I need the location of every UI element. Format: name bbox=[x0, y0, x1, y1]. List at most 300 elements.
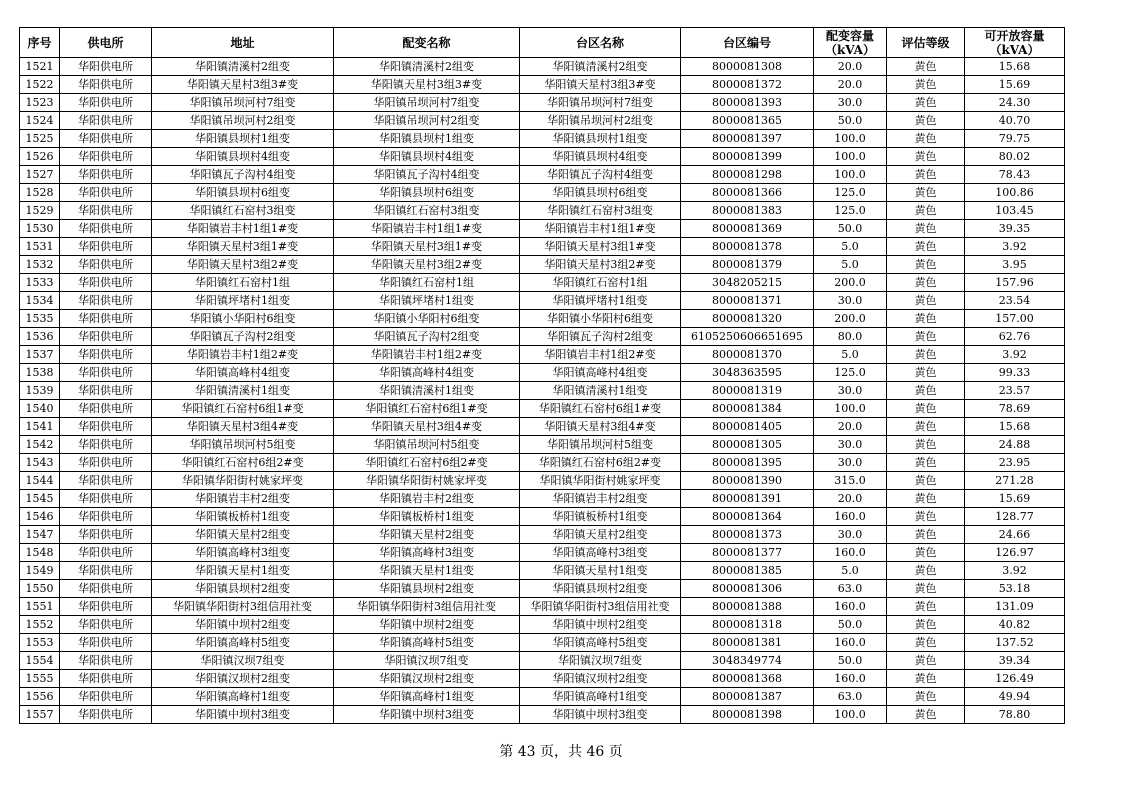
cell-open-capacity: 126.49 bbox=[965, 670, 1065, 688]
cell-index: 1532 bbox=[20, 256, 60, 274]
cell-address: 华阳镇华阳街村姚家坪变 bbox=[152, 472, 334, 490]
cell-rating: 黄色 bbox=[887, 382, 965, 400]
cell-area-name: 华阳镇清溪村2组变 bbox=[520, 58, 681, 76]
cell-open-capacity: 100.86 bbox=[965, 184, 1065, 202]
cell-area-name: 华阳镇中坝村2组变 bbox=[520, 616, 681, 634]
cell-address: 华阳镇板桥村1组变 bbox=[152, 508, 334, 526]
cell-transformer-name: 华阳镇高峰村5组变 bbox=[334, 634, 520, 652]
table-row bbox=[20, 292, 1065, 310]
cell-area-name: 华阳镇吊坝河村7组变 bbox=[520, 94, 681, 112]
cell-capacity: 50.0 bbox=[814, 220, 887, 238]
cell-rating: 黄色 bbox=[887, 256, 965, 274]
cell-transformer-name: 华阳镇天星村3组1#变 bbox=[334, 238, 520, 256]
cell-area-code: 8000081384 bbox=[681, 400, 814, 418]
table-row bbox=[20, 562, 1065, 580]
cell-rating: 黄色 bbox=[887, 634, 965, 652]
col-header-open-capacity: 可开放容量 （kVA） bbox=[965, 28, 1065, 58]
col-header-capacity: 配变容量 （kVA） bbox=[814, 28, 887, 58]
cell-transformer-name: 华阳镇县坝村4组变 bbox=[334, 148, 520, 166]
cell-station: 华阳供电所 bbox=[60, 184, 152, 202]
cell-capacity: 100.0 bbox=[814, 148, 887, 166]
cell-transformer-name: 华阳镇清溪村2组变 bbox=[334, 58, 520, 76]
cell-transformer-name: 华阳镇红石窑村6组2#变 bbox=[334, 454, 520, 472]
cell-station: 华阳供电所 bbox=[60, 382, 152, 400]
cell-area-code: 8000081383 bbox=[681, 202, 814, 220]
cell-area-code: 8000081368 bbox=[681, 670, 814, 688]
cell-address: 华阳镇瓦子沟村4组变 bbox=[152, 166, 334, 184]
cell-open-capacity: 15.69 bbox=[965, 76, 1065, 94]
cell-open-capacity: 80.02 bbox=[965, 148, 1065, 166]
cell-area-code: 6105250606651695 bbox=[681, 328, 814, 346]
cell-capacity: 100.0 bbox=[814, 706, 887, 724]
cell-station: 华阳供电所 bbox=[60, 328, 152, 346]
cell-station: 华阳供电所 bbox=[60, 238, 152, 256]
cell-index: 1534 bbox=[20, 292, 60, 310]
cell-station: 华阳供电所 bbox=[60, 346, 152, 364]
cell-capacity: 100.0 bbox=[814, 400, 887, 418]
cell-rating: 黄色 bbox=[887, 238, 965, 256]
cell-index: 1544 bbox=[20, 472, 60, 490]
cell-open-capacity: 39.35 bbox=[965, 220, 1065, 238]
cell-station: 华阳供电所 bbox=[60, 526, 152, 544]
cell-address: 华阳镇县坝村6组变 bbox=[152, 184, 334, 202]
cell-open-capacity: 128.77 bbox=[965, 508, 1065, 526]
table-row bbox=[20, 364, 1065, 382]
table-row bbox=[20, 616, 1065, 634]
cell-address: 华阳镇吊坝河村2组变 bbox=[152, 112, 334, 130]
cell-address: 华阳镇吊坝河村5组变 bbox=[152, 436, 334, 454]
cell-address: 华阳镇岩丰村1组1#变 bbox=[152, 220, 334, 238]
cell-rating: 黄色 bbox=[887, 454, 965, 472]
cell-rating: 黄色 bbox=[887, 562, 965, 580]
table-row bbox=[20, 580, 1065, 598]
cell-area-code: 8000081373 bbox=[681, 526, 814, 544]
cell-address: 华阳镇天星村2组变 bbox=[152, 526, 334, 544]
cell-capacity: 30.0 bbox=[814, 454, 887, 472]
cell-area-code: 8000081377 bbox=[681, 544, 814, 562]
cell-address: 华阳镇高峰村1组变 bbox=[152, 688, 334, 706]
cell-area-name: 华阳镇瓦子沟村4组变 bbox=[520, 166, 681, 184]
cell-address: 华阳镇高峰村4组变 bbox=[152, 364, 334, 382]
header-row bbox=[20, 28, 1065, 58]
cell-station: 华阳供电所 bbox=[60, 616, 152, 634]
cell-open-capacity: 78.69 bbox=[965, 400, 1065, 418]
cell-address: 华阳镇天星村3组3#变 bbox=[152, 76, 334, 94]
cell-index: 1556 bbox=[20, 688, 60, 706]
cell-transformer-name: 华阳镇板桥村1组变 bbox=[334, 508, 520, 526]
cell-area-name: 华阳镇高峰村4组变 bbox=[520, 364, 681, 382]
cell-index: 1535 bbox=[20, 310, 60, 328]
cell-address: 华阳镇中坝村3组变 bbox=[152, 706, 334, 724]
cell-capacity: 80.0 bbox=[814, 328, 887, 346]
cell-area-code: 8000081405 bbox=[681, 418, 814, 436]
cell-area-code: 8000081379 bbox=[681, 256, 814, 274]
table-row bbox=[20, 544, 1065, 562]
cell-address: 华阳镇县坝村4组变 bbox=[152, 148, 334, 166]
cell-open-capacity: 131.09 bbox=[965, 598, 1065, 616]
cell-open-capacity: 53.18 bbox=[965, 580, 1065, 598]
cell-capacity: 160.0 bbox=[814, 544, 887, 562]
cell-index: 1549 bbox=[20, 562, 60, 580]
cell-capacity: 20.0 bbox=[814, 76, 887, 94]
cell-rating: 黄色 bbox=[887, 652, 965, 670]
table-row bbox=[20, 436, 1065, 454]
table-row bbox=[20, 58, 1065, 76]
cell-capacity: 315.0 bbox=[814, 472, 887, 490]
cell-station: 华阳供电所 bbox=[60, 292, 152, 310]
cell-rating: 黄色 bbox=[887, 688, 965, 706]
cell-capacity: 5.0 bbox=[814, 562, 887, 580]
table-row bbox=[20, 130, 1065, 148]
cell-station: 华阳供电所 bbox=[60, 166, 152, 184]
cell-rating: 黄色 bbox=[887, 364, 965, 382]
cell-rating: 黄色 bbox=[887, 544, 965, 562]
cell-area-name: 华阳镇天星村3组3#变 bbox=[520, 76, 681, 94]
cell-index: 1543 bbox=[20, 454, 60, 472]
cell-transformer-name: 华阳镇天星村3组4#变 bbox=[334, 418, 520, 436]
cell-capacity: 63.0 bbox=[814, 580, 887, 598]
cell-index: 1521 bbox=[20, 58, 60, 76]
cell-index: 1551 bbox=[20, 598, 60, 616]
cell-address: 华阳镇县坝村2组变 bbox=[152, 580, 334, 598]
cell-index: 1525 bbox=[20, 130, 60, 148]
cell-rating: 黄色 bbox=[887, 76, 965, 94]
cell-area-code: 8000081366 bbox=[681, 184, 814, 202]
cell-capacity: 50.0 bbox=[814, 616, 887, 634]
cell-open-capacity: 40.70 bbox=[965, 112, 1065, 130]
cell-address: 华阳镇红石窑村6组1#变 bbox=[152, 400, 334, 418]
cell-index: 1557 bbox=[20, 706, 60, 724]
cell-capacity: 63.0 bbox=[814, 688, 887, 706]
cell-rating: 黄色 bbox=[887, 598, 965, 616]
cell-index: 1527 bbox=[20, 166, 60, 184]
cell-open-capacity: 24.88 bbox=[965, 436, 1065, 454]
cell-capacity: 5.0 bbox=[814, 346, 887, 364]
table-row bbox=[20, 76, 1065, 94]
cell-index: 1545 bbox=[20, 490, 60, 508]
cell-station: 华阳供电所 bbox=[60, 202, 152, 220]
cell-area-name: 华阳镇华阳街村3组信用社变 bbox=[520, 598, 681, 616]
cell-open-capacity: 79.75 bbox=[965, 130, 1065, 148]
cell-transformer-name: 华阳镇坪堵村1组变 bbox=[334, 292, 520, 310]
cell-station: 华阳供电所 bbox=[60, 130, 152, 148]
cell-capacity: 100.0 bbox=[814, 166, 887, 184]
table-row bbox=[20, 310, 1065, 328]
cell-capacity: 160.0 bbox=[814, 670, 887, 688]
cell-transformer-name: 华阳镇岩丰村2组变 bbox=[334, 490, 520, 508]
cell-station: 华阳供电所 bbox=[60, 670, 152, 688]
cell-area-name: 华阳镇县坝村1组变 bbox=[520, 130, 681, 148]
cell-address: 华阳镇红石窑村1组 bbox=[152, 274, 334, 292]
cell-area-name: 华阳镇天星村2组变 bbox=[520, 526, 681, 544]
cell-area-code: 8000081390 bbox=[681, 472, 814, 490]
col-header-address: 地址 bbox=[152, 28, 334, 58]
table-row bbox=[20, 184, 1065, 202]
table-row bbox=[20, 400, 1065, 418]
cell-capacity: 30.0 bbox=[814, 292, 887, 310]
cell-area-name: 华阳镇吊坝河村2组变 bbox=[520, 112, 681, 130]
cell-open-capacity: 23.54 bbox=[965, 292, 1065, 310]
cell-address: 华阳镇清溪村2组变 bbox=[152, 58, 334, 76]
cell-address: 华阳镇高峰村5组变 bbox=[152, 634, 334, 652]
table-row bbox=[20, 598, 1065, 616]
cell-open-capacity: 24.30 bbox=[965, 94, 1065, 112]
cell-capacity: 160.0 bbox=[814, 508, 887, 526]
cell-area-code: 8000081305 bbox=[681, 436, 814, 454]
cell-open-capacity: 157.96 bbox=[965, 274, 1065, 292]
table-row bbox=[20, 274, 1065, 292]
cell-address: 华阳镇华阳街村3组信用社变 bbox=[152, 598, 334, 616]
cell-station: 华阳供电所 bbox=[60, 364, 152, 382]
cell-capacity: 50.0 bbox=[814, 112, 887, 130]
cell-station: 华阳供电所 bbox=[60, 652, 152, 670]
cell-station: 华阳供电所 bbox=[60, 562, 152, 580]
table-row bbox=[20, 688, 1065, 706]
table-row bbox=[20, 220, 1065, 238]
cell-station: 华阳供电所 bbox=[60, 544, 152, 562]
cell-capacity: 20.0 bbox=[814, 490, 887, 508]
cell-open-capacity: 15.69 bbox=[965, 490, 1065, 508]
cell-address: 华阳镇红石窑村6组2#变 bbox=[152, 454, 334, 472]
col-header-rating: 评估等级 bbox=[887, 28, 965, 58]
cell-area-name: 华阳镇县坝村4组变 bbox=[520, 148, 681, 166]
cell-rating: 黄色 bbox=[887, 436, 965, 454]
cell-station: 华阳供电所 bbox=[60, 706, 152, 724]
cell-rating: 黄色 bbox=[887, 58, 965, 76]
cell-rating: 黄色 bbox=[887, 616, 965, 634]
cell-capacity: 160.0 bbox=[814, 598, 887, 616]
cell-transformer-name: 华阳镇华阳街村3组信用社变 bbox=[334, 598, 520, 616]
table-row bbox=[20, 166, 1065, 184]
cell-area-code: 8000081319 bbox=[681, 382, 814, 400]
table-body bbox=[20, 58, 1065, 724]
cell-rating: 黄色 bbox=[887, 508, 965, 526]
cell-area-code: 8000081318 bbox=[681, 616, 814, 634]
cell-area-code: 8000081385 bbox=[681, 562, 814, 580]
cell-open-capacity: 137.52 bbox=[965, 634, 1065, 652]
cell-address: 华阳镇天星村3组4#变 bbox=[152, 418, 334, 436]
table-row bbox=[20, 472, 1065, 490]
cell-index: 1523 bbox=[20, 94, 60, 112]
cell-rating: 黄色 bbox=[887, 400, 965, 418]
cell-area-name: 华阳镇中坝村3组变 bbox=[520, 706, 681, 724]
cell-transformer-name: 华阳镇瓦子沟村4组变 bbox=[334, 166, 520, 184]
cell-area-code: 8000081395 bbox=[681, 454, 814, 472]
cell-area-code: 8000081306 bbox=[681, 580, 814, 598]
cell-area-code: 8000081397 bbox=[681, 130, 814, 148]
cell-index: 1555 bbox=[20, 670, 60, 688]
table-row bbox=[20, 148, 1065, 166]
cell-index: 1547 bbox=[20, 526, 60, 544]
cell-address: 华阳镇汉坝7组变 bbox=[152, 652, 334, 670]
cell-area-code: 8000081393 bbox=[681, 94, 814, 112]
cell-capacity: 30.0 bbox=[814, 382, 887, 400]
cell-rating: 黄色 bbox=[887, 580, 965, 598]
cell-area-code: 8000081364 bbox=[681, 508, 814, 526]
cell-open-capacity: 40.82 bbox=[965, 616, 1065, 634]
cell-area-name: 华阳镇红石窑村3组变 bbox=[520, 202, 681, 220]
cell-address: 华阳镇天星村3组2#变 bbox=[152, 256, 334, 274]
table-row bbox=[20, 238, 1065, 256]
cell-area-code: 8000081308 bbox=[681, 58, 814, 76]
cell-address: 华阳镇瓦子沟村2组变 bbox=[152, 328, 334, 346]
cell-area-code: 8000081398 bbox=[681, 706, 814, 724]
cell-index: 1529 bbox=[20, 202, 60, 220]
cell-area-name: 华阳镇天星村1组变 bbox=[520, 562, 681, 580]
cell-address: 华阳镇岩丰村2组变 bbox=[152, 490, 334, 508]
cell-open-capacity: 126.97 bbox=[965, 544, 1065, 562]
cell-area-code: 8000081298 bbox=[681, 166, 814, 184]
cell-area-code: 8000081388 bbox=[681, 598, 814, 616]
cell-station: 华阳供电所 bbox=[60, 400, 152, 418]
table-row bbox=[20, 508, 1065, 526]
cell-capacity: 100.0 bbox=[814, 130, 887, 148]
cell-area-name: 华阳镇高峰村1组变 bbox=[520, 688, 681, 706]
cell-area-code: 3048363595 bbox=[681, 364, 814, 382]
table-row bbox=[20, 202, 1065, 220]
cell-rating: 黄色 bbox=[887, 148, 965, 166]
table-row bbox=[20, 652, 1065, 670]
cell-area-name: 华阳镇天星村3组2#变 bbox=[520, 256, 681, 274]
cell-area-name: 华阳镇县坝村6组变 bbox=[520, 184, 681, 202]
cell-capacity: 50.0 bbox=[814, 652, 887, 670]
cell-area-code: 3048205215 bbox=[681, 274, 814, 292]
cell-rating: 黄色 bbox=[887, 202, 965, 220]
cell-open-capacity: 15.68 bbox=[965, 418, 1065, 436]
table-row bbox=[20, 328, 1065, 346]
cell-index: 1548 bbox=[20, 544, 60, 562]
cell-index: 1554 bbox=[20, 652, 60, 670]
cell-capacity: 20.0 bbox=[814, 58, 887, 76]
cell-area-name: 华阳镇清溪村1组变 bbox=[520, 382, 681, 400]
cell-index: 1528 bbox=[20, 184, 60, 202]
cell-open-capacity: 78.43 bbox=[965, 166, 1065, 184]
cell-transformer-name: 华阳镇岩丰村1组1#变 bbox=[334, 220, 520, 238]
cell-address: 华阳镇红石窑村3组变 bbox=[152, 202, 334, 220]
table-row bbox=[20, 112, 1065, 130]
cell-capacity: 30.0 bbox=[814, 436, 887, 454]
cell-capacity: 200.0 bbox=[814, 274, 887, 292]
cell-capacity: 160.0 bbox=[814, 634, 887, 652]
cell-open-capacity: 62.76 bbox=[965, 328, 1065, 346]
cell-rating: 黄色 bbox=[887, 490, 965, 508]
cell-open-capacity: 3.92 bbox=[965, 562, 1065, 580]
cell-transformer-name: 华阳镇县坝村1组变 bbox=[334, 130, 520, 148]
cell-station: 华阳供电所 bbox=[60, 220, 152, 238]
table-row bbox=[20, 346, 1065, 364]
page-footer: 第 43 页，共 46 页 bbox=[499, 744, 623, 760]
cell-area-name: 华阳镇汉坝7组变 bbox=[520, 652, 681, 670]
cell-transformer-name: 华阳镇天星村2组变 bbox=[334, 526, 520, 544]
cell-area-name: 华阳镇天星村3组4#变 bbox=[520, 418, 681, 436]
cell-area-name: 华阳镇岩丰村1组2#变 bbox=[520, 346, 681, 364]
table-row bbox=[20, 256, 1065, 274]
table-row bbox=[20, 454, 1065, 472]
cell-transformer-name: 华阳镇红石窑村1组 bbox=[334, 274, 520, 292]
cell-station: 华阳供电所 bbox=[60, 58, 152, 76]
table-row bbox=[20, 418, 1065, 436]
cell-open-capacity: 3.92 bbox=[965, 346, 1065, 364]
cell-transformer-name: 华阳镇小华阳村6组变 bbox=[334, 310, 520, 328]
cell-rating: 黄色 bbox=[887, 130, 965, 148]
cell-index: 1524 bbox=[20, 112, 60, 130]
table-row bbox=[20, 670, 1065, 688]
cell-open-capacity: 3.92 bbox=[965, 238, 1065, 256]
cell-index: 1541 bbox=[20, 418, 60, 436]
cell-index: 1530 bbox=[20, 220, 60, 238]
cell-address: 华阳镇汉坝村2组变 bbox=[152, 670, 334, 688]
cell-address: 华阳镇坪堵村1组变 bbox=[152, 292, 334, 310]
cell-station: 华阳供电所 bbox=[60, 76, 152, 94]
cell-area-name: 华阳镇县坝村2组变 bbox=[520, 580, 681, 598]
cell-transformer-name: 华阳镇天星村3组2#变 bbox=[334, 256, 520, 274]
cell-index: 1522 bbox=[20, 76, 60, 94]
table-row bbox=[20, 94, 1065, 112]
cell-open-capacity: 157.00 bbox=[965, 310, 1065, 328]
cell-area-code: 8000081370 bbox=[681, 346, 814, 364]
col-header-area-name: 台区名称 bbox=[520, 28, 681, 58]
cell-open-capacity: 23.57 bbox=[965, 382, 1065, 400]
cell-capacity: 5.0 bbox=[814, 256, 887, 274]
cell-station: 华阳供电所 bbox=[60, 274, 152, 292]
cell-area-name: 华阳镇高峰村5组变 bbox=[520, 634, 681, 652]
table-row bbox=[20, 382, 1065, 400]
cell-rating: 黄色 bbox=[887, 328, 965, 346]
cell-area-name: 华阳镇吊坝河村5组变 bbox=[520, 436, 681, 454]
cell-index: 1552 bbox=[20, 616, 60, 634]
cell-transformer-name: 华阳镇红石窑村3组变 bbox=[334, 202, 520, 220]
cell-area-name: 华阳镇红石窑村1组 bbox=[520, 274, 681, 292]
cell-rating: 黄色 bbox=[887, 184, 965, 202]
cell-address: 华阳镇高峰村3组变 bbox=[152, 544, 334, 562]
cell-rating: 黄色 bbox=[887, 220, 965, 238]
cell-capacity: 200.0 bbox=[814, 310, 887, 328]
cell-address: 华阳镇岩丰村1组2#变 bbox=[152, 346, 334, 364]
cell-area-name: 华阳镇瓦子沟村2组变 bbox=[520, 328, 681, 346]
cell-station: 华阳供电所 bbox=[60, 472, 152, 490]
cell-station: 华阳供电所 bbox=[60, 148, 152, 166]
cell-area-name: 华阳镇华阳街村姚家坪变 bbox=[520, 472, 681, 490]
cell-index: 1533 bbox=[20, 274, 60, 292]
cell-station: 华阳供电所 bbox=[60, 508, 152, 526]
cell-transformer-name: 华阳镇高峰村3组变 bbox=[334, 544, 520, 562]
cell-rating: 黄色 bbox=[887, 112, 965, 130]
cell-transformer-name: 华阳镇清溪村1组变 bbox=[334, 382, 520, 400]
cell-station: 华阳供电所 bbox=[60, 454, 152, 472]
cell-station: 华阳供电所 bbox=[60, 256, 152, 274]
cell-rating: 黄色 bbox=[887, 94, 965, 112]
cell-index: 1526 bbox=[20, 148, 60, 166]
cell-area-name: 华阳镇汉坝村2组变 bbox=[520, 670, 681, 688]
cell-transformer-name: 华阳镇华阳街村姚家坪变 bbox=[334, 472, 520, 490]
cell-area-name: 华阳镇岩丰村1组1#变 bbox=[520, 220, 681, 238]
cell-area-code: 3048349774 bbox=[681, 652, 814, 670]
cell-capacity: 5.0 bbox=[814, 238, 887, 256]
cell-transformer-name: 华阳镇吊坝河村5组变 bbox=[334, 436, 520, 454]
cell-open-capacity: 15.68 bbox=[965, 58, 1065, 76]
cell-index: 1550 bbox=[20, 580, 60, 598]
capacity-table bbox=[19, 27, 1065, 724]
cell-station: 华阳供电所 bbox=[60, 94, 152, 112]
cell-rating: 黄色 bbox=[887, 346, 965, 364]
cell-area-name: 华阳镇坪堵村1组变 bbox=[520, 292, 681, 310]
cell-transformer-name: 华阳镇天星村1组变 bbox=[334, 562, 520, 580]
cell-station: 华阳供电所 bbox=[60, 310, 152, 328]
cell-transformer-name: 华阳镇红石窑村6组1#变 bbox=[334, 400, 520, 418]
cell-index: 1540 bbox=[20, 400, 60, 418]
cell-area-name: 华阳镇岩丰村2组变 bbox=[520, 490, 681, 508]
cell-station: 华阳供电所 bbox=[60, 418, 152, 436]
